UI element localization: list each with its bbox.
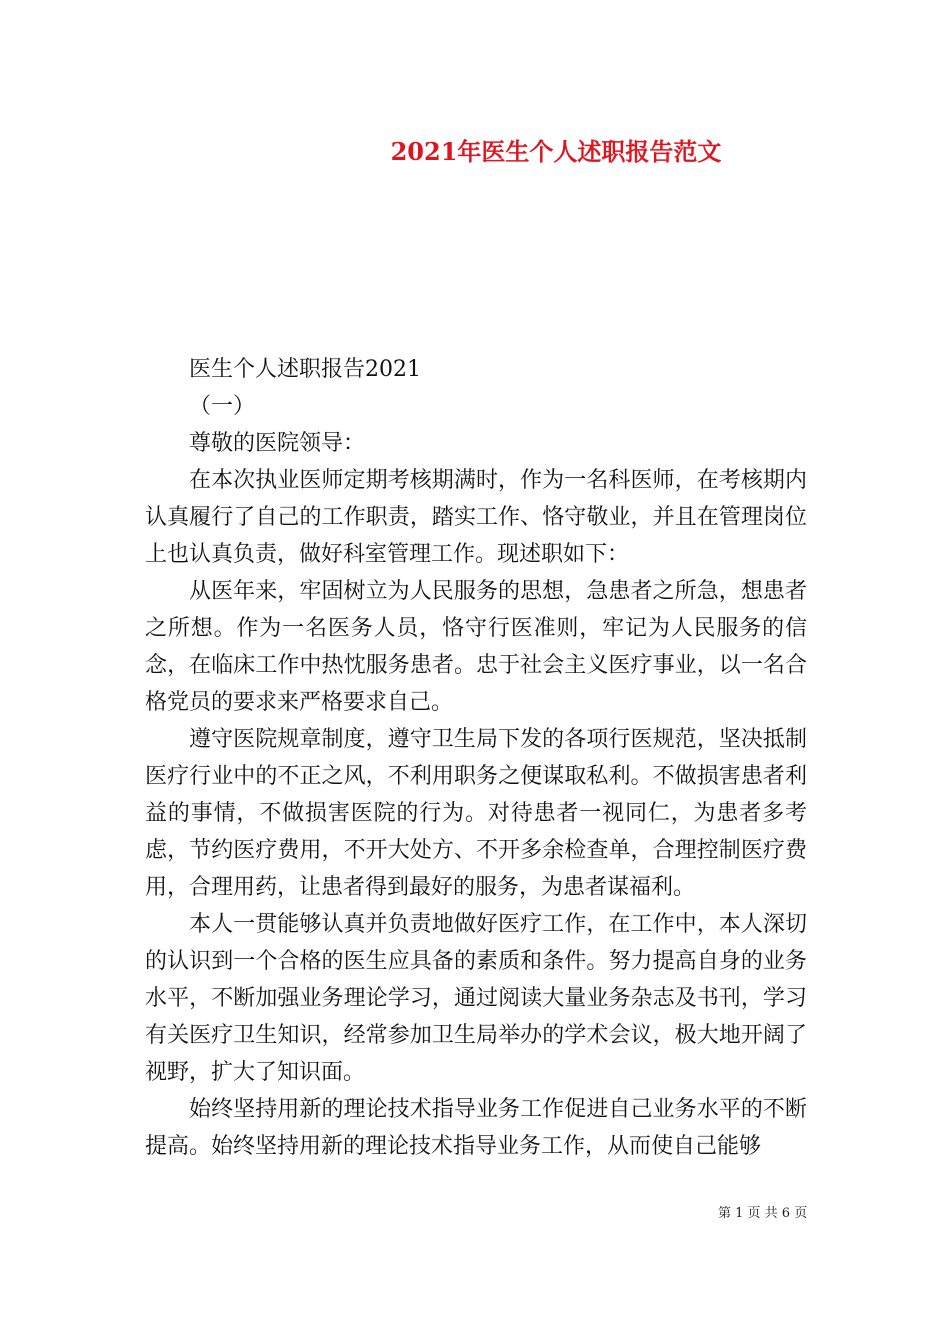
salutation: 尊敬的医院领导： [189, 431, 366, 456]
paragraph: 从医年来，牢固树立为人民服务的思想，急患者之所急，想患者之所想。作为一名医务人员，恪守行医准则，牢记为人民服务的信念，在临床工作中热忱服务患者。忠于社会主义医疗事业，以一名合格党员的要求来严格要求自己。 [145, 579, 807, 715]
paragraph: 始终坚持用新的理论技术指导业务工作促进自己业务水平的不断提高。始终坚持用新的理论技术指导业务工作，从而使自己能够 [145, 1097, 807, 1159]
document-title: 2021年医生个人述职报告范文 [390, 137, 722, 166]
subtitle: 医生个人述职报告2021 [189, 357, 421, 382]
paragraph: 遵守医院规章制度，遵守卫生局下发的各项行医规范，坚决抵制医疗行业中的不正之风，不利用职务之便谋取私利。不做损害患者利益的事情，不做损害医院的行为。对待患者一视同仁，为患者多考虑，节约医疗费用，不开大处方、不开多余检查单，合理控制医疗费用，合理用药，让患者得到最好的服务，为患者谋福利。 [145, 727, 807, 900]
page-number: 第 1 页 共 6 页 [718, 1206, 808, 1221]
paragraph: 在本次执业医师定期考核期满时，作为一名科医师，在考核期内认真履行了自己的工作职责，踏实工作、恪守敬业，并且在管理岗位上也认真负责，做好科室管理工作。现述职如下： [145, 468, 807, 567]
document-body [145, 351, 807, 1165]
section-number: （一） [189, 394, 256, 419]
paragraph: 本人一贯能够认真并负责地做好医疗工作，在工作中，本人深切的认识到一个合格的医生应具备的素质和条件。努力提高自身的业务水平，不断加强业务理论学习，通过阅读大量业务杂志及书刊，学习有关医疗卫生知识，经常参加卫生局举办的学术会议，极大地开阔了视野，扩大了知识面。 [145, 912, 807, 1085]
